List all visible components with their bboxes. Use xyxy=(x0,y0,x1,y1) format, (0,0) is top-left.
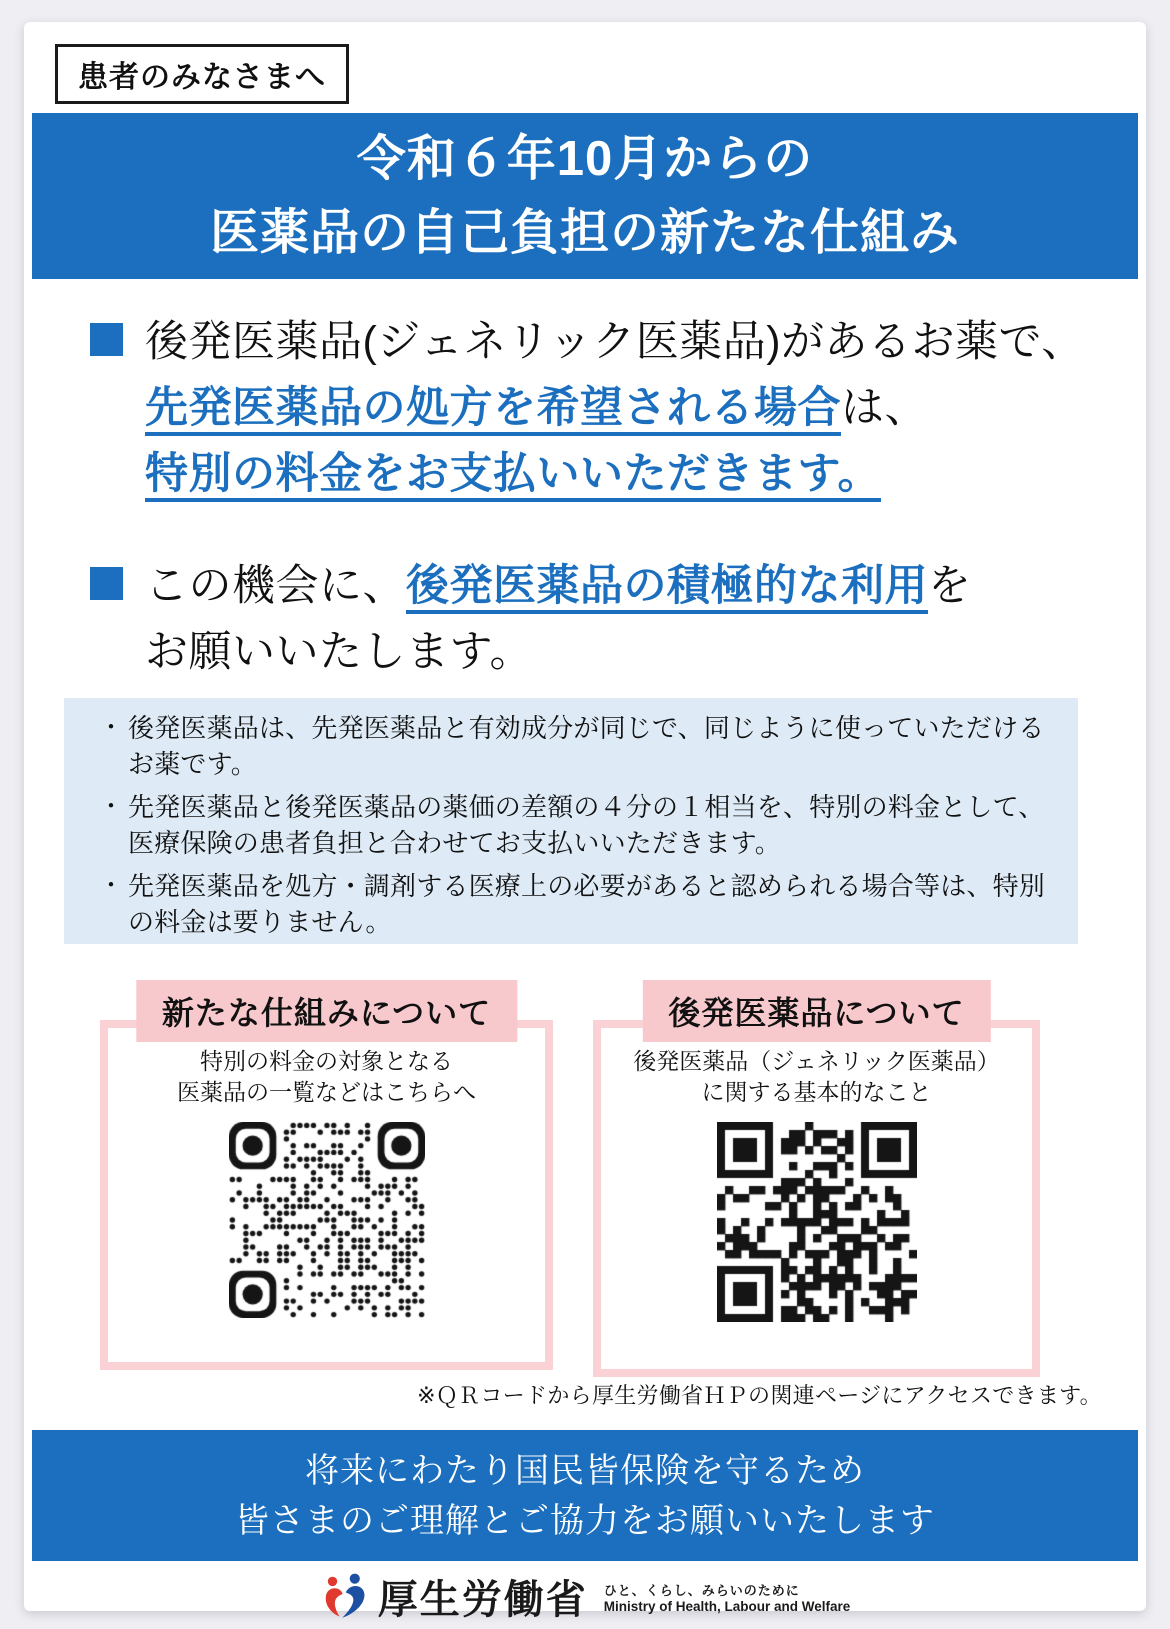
qr-section-generic-drugs xyxy=(593,995,1040,1377)
audience-label xyxy=(55,44,349,104)
footer-banner xyxy=(32,1430,1138,1561)
info-item-text: 先発医薬品を処方・調剤する医療上の必要があると認められる場合等は、特別の料金は要りません。 xyxy=(128,871,1046,937)
mhlw-logo-taglines xyxy=(604,1580,851,1614)
p1-line2-highlight: 先発医薬品の処方を希望される場合 xyxy=(145,384,841,436)
caption-line1: 特別の料金の対象となる xyxy=(200,1048,453,1074)
p2-line1-highlight: 後発医薬品の積極的な利用 xyxy=(406,562,928,614)
info-item xyxy=(94,710,1052,782)
key-point-2 xyxy=(90,553,972,685)
key-point-1 xyxy=(90,309,1085,507)
poster-page xyxy=(24,22,1146,1622)
blue-square-bullet-icon xyxy=(90,323,123,356)
p1-line3-highlight: 特別の料金をお支払いいただきます。 xyxy=(145,450,881,502)
qr-code-new-system-icon xyxy=(229,1122,425,1318)
qr-note: ※ＱＲコードから厚生労働省ＨＰの関連ページにアクセスできます。 xyxy=(417,1383,1102,1408)
caption-line2: 医薬品の一覧などはこちらへ xyxy=(177,1079,476,1105)
qr-section-new-system xyxy=(100,995,553,1370)
qr-section-generic-drugs-caption xyxy=(601,1046,1032,1108)
qr-code-generic-drugs-icon xyxy=(717,1122,917,1322)
info-item xyxy=(94,868,1052,940)
info-item-text: 後発医薬品は、先発医薬品と有効成分が同じで、同じように使っていただけるお薬です。 xyxy=(128,713,1045,779)
p1-line1: 後発医薬品(ジェネリック医薬品)があるお薬で、 xyxy=(145,318,1085,366)
footer-line1: 将来にわたり国民皆保険を守るため xyxy=(305,1451,865,1490)
title-banner xyxy=(32,113,1138,279)
audience-label-text: 患者のみなさまへ xyxy=(78,61,326,94)
mhlw-tagline-jp: ひと、くらし、みらいのために xyxy=(603,1582,800,1598)
mhlw-tagline-en: Ministry of Health, Labour and Welfare xyxy=(603,1598,851,1614)
mhlw-logo-icon xyxy=(320,1572,370,1622)
p1-line2-tail: は、 xyxy=(841,384,928,432)
mhlw-logo xyxy=(24,1568,1146,1625)
key-point-1-text xyxy=(145,309,1085,507)
info-item-text: 先発医薬品と後発医薬品の薬価の差額の４分の１相当を、特別の料金として、医療保険の患者負担と合わせてお支払いいただきます。 xyxy=(128,792,1045,858)
bullet-dot-icon: ・ xyxy=(99,714,123,741)
p2-line2: お願いいたします。 xyxy=(145,628,534,676)
title-line1: 令和６年10月からの xyxy=(356,131,814,186)
blue-square-bullet-icon xyxy=(90,567,123,600)
info-item xyxy=(94,789,1052,861)
info-box xyxy=(64,698,1078,944)
mhlw-logo-text: 厚生労働省 xyxy=(377,1578,588,1622)
p2-line1-head: この機会に、 xyxy=(145,562,406,610)
title-line2: 医薬品の自己負担の新たな仕組み xyxy=(209,206,960,260)
qr-section-new-system-header: 新たな仕組みについて xyxy=(136,980,517,1042)
caption-line2: に関する基本的なこと xyxy=(701,1079,932,1105)
bullet-dot-icon: ・ xyxy=(99,872,123,899)
key-point-2-text xyxy=(145,553,972,685)
caption-line1: 後発医薬品（ジェネリック医薬品） xyxy=(633,1048,1000,1074)
qr-section-new-system-caption xyxy=(108,1046,545,1108)
footer-line2: 皆さまのご理解とご協力をお願いいたします xyxy=(235,1501,935,1540)
qr-section-generic-drugs-header: 後発医薬品について xyxy=(642,980,990,1042)
bullet-dot-icon: ・ xyxy=(99,793,123,820)
p2-line1-tail: を xyxy=(928,562,972,610)
